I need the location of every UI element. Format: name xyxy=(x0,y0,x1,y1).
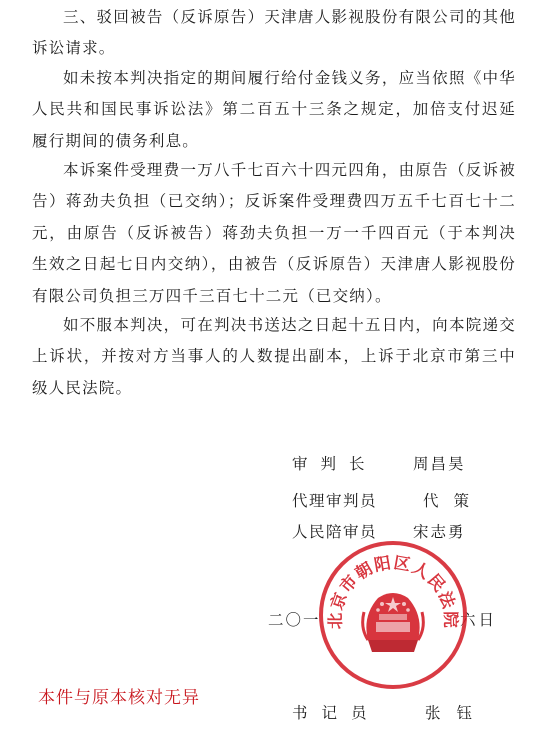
judgment-paragraph-court-fees: 本诉案件受理费一万八千七百六十四元四角，由原告（反诉被告）蒋劲夫负担（已交纳）；反诉案件受理费四万五千七百七十二元，由原告（反诉被告）蒋劲夫负担一万一千四百元（于本判决生效之日起七日内交纳），由被告（反诉原告）天津唐人影视股份有限公司负担三万四千三百七十二元（已交纳）。 xyxy=(32,161,516,305)
judgment-date-start: 二〇一 xyxy=(268,611,321,629)
judgment-paragraph-appeal: 如不服本判决，可在判决书送达之日起十五日内，向本院递交上诉状，并按对方当事人的人数提出副本，上诉于北京市第三中级人民法院。 xyxy=(32,316,516,397)
presiding-judge-name: 周昌昊 xyxy=(413,455,466,473)
national-emblem-icon xyxy=(363,593,424,652)
certification-stamp: 本件与原本核对无异 xyxy=(38,688,200,708)
people-juror-role: 人民陪审员 xyxy=(292,523,378,541)
court-seal xyxy=(318,540,468,690)
acting-judge-role: 代理审判员 xyxy=(292,492,378,510)
judgment-date-end: 六日 xyxy=(460,611,498,629)
judgment-paragraph-dismissal: 三、驳回被告（反诉原告）天津唐人影视股份有限公司的其他诉讼请求。 xyxy=(32,8,516,58)
acting-judge-name: 代策 xyxy=(423,492,485,510)
court-clerk-role: 书记员 xyxy=(292,704,381,722)
judgment-paragraph-late-payment: 如未按本判决指定的期间履行给付金钱义务，应当依照《中华人民共和国民事诉讼法》第二百五十三条之规定，加倍支付迟延履行期间的债务利息。 xyxy=(32,69,516,150)
presiding-judge-role: 审判长 xyxy=(292,455,378,473)
court-clerk-name: 张钰 xyxy=(425,704,489,722)
court-seal-text: 北京市朝阳区人民法院 xyxy=(325,553,461,630)
people-juror-name: 宋志勇 xyxy=(413,523,466,541)
